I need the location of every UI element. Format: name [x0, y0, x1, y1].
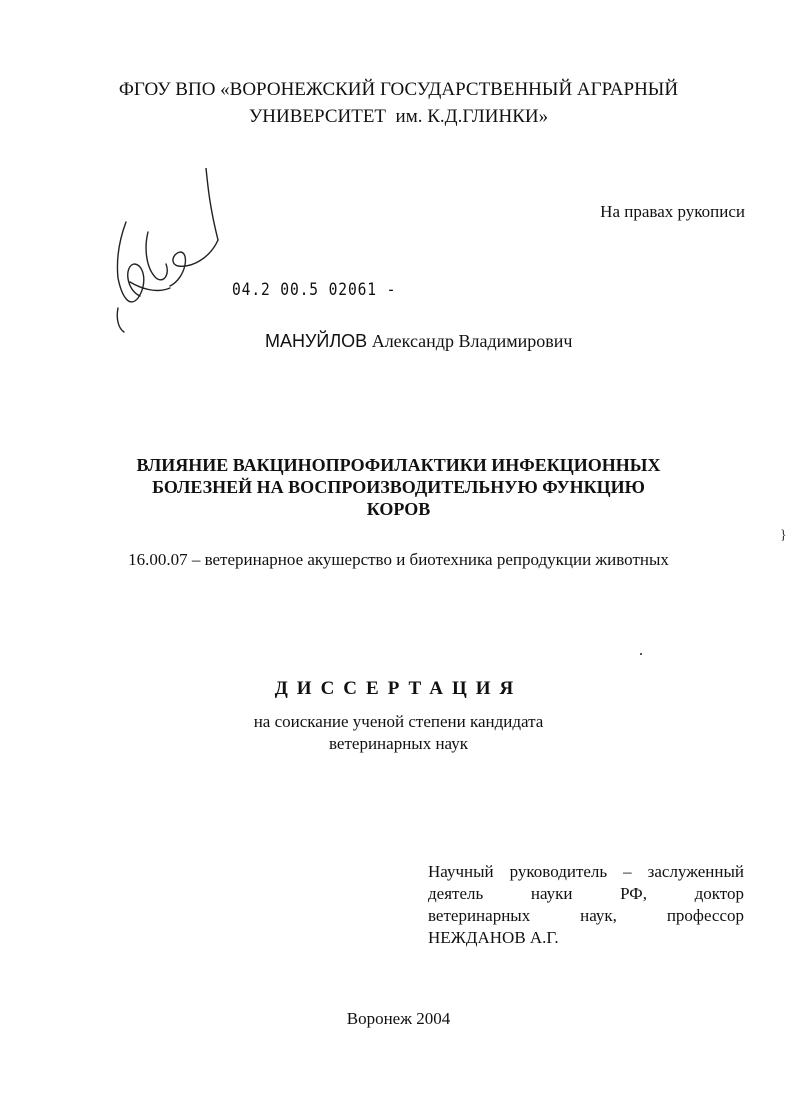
degree-line-1: на соискание ученой степени кандидата [253, 712, 544, 731]
title-line-3: КОРОВ [366, 499, 431, 519]
handwritten-signature [100, 168, 230, 348]
specialty-code: 16.00.07 – ветеринарное акушерство и биотехника репродукции животных [128, 550, 669, 569]
supervisor-line-1: Научный руководитель – заслуженный [428, 862, 744, 881]
document-type-heading: ДИССЕРТАЦИЯ [274, 678, 523, 699]
title-line-2: БОЛЕЗНЕЙ НА ВОСПРОИЗВОДИТЕЛЬНУЮ ФУНКЦИЮ [152, 477, 645, 497]
degree-line-2: ветеринарных наук [329, 734, 468, 753]
manuscript-rights-note: На правах рукописи [600, 202, 745, 221]
institution-line-1: ФГОУ ВПО «ВОРОНЕЖСКИЙ ГОСУДАРСТВЕННЫЙ АГРАРНЫЙ [118, 79, 679, 100]
dissertation-title [0, 454, 797, 520]
title-line-1: ВЛИЯНИЕ ВАКЦИНОПРОФИЛАКТИКИ ИНФЕКЦИОННЫХ [136, 455, 661, 475]
stray-mark: } [780, 528, 787, 543]
scientific-supervisor [428, 861, 744, 949]
registration-number: 04.2 00.5 02061 - [232, 280, 397, 300]
institution-header [0, 76, 797, 130]
scan-speck [640, 653, 642, 655]
author-given-names: Александр Владимирович [371, 331, 573, 351]
supervisor-line-3: ветеринарных наук, профессор [428, 906, 744, 925]
author-surname: МАНУЙЛОВ [265, 331, 368, 351]
supervisor-line-4: НЕЖДАНОВ А.Г. [428, 928, 559, 947]
supervisor-line-2: деятель науки РФ, доктор [428, 884, 744, 903]
degree-statement [0, 711, 797, 755]
city-year: Воронеж 2004 [346, 1009, 451, 1028]
institution-line-2: УНИВЕРСИТЕТ им. К.Д.ГЛИНКИ» [248, 106, 549, 127]
author-name [265, 331, 572, 352]
